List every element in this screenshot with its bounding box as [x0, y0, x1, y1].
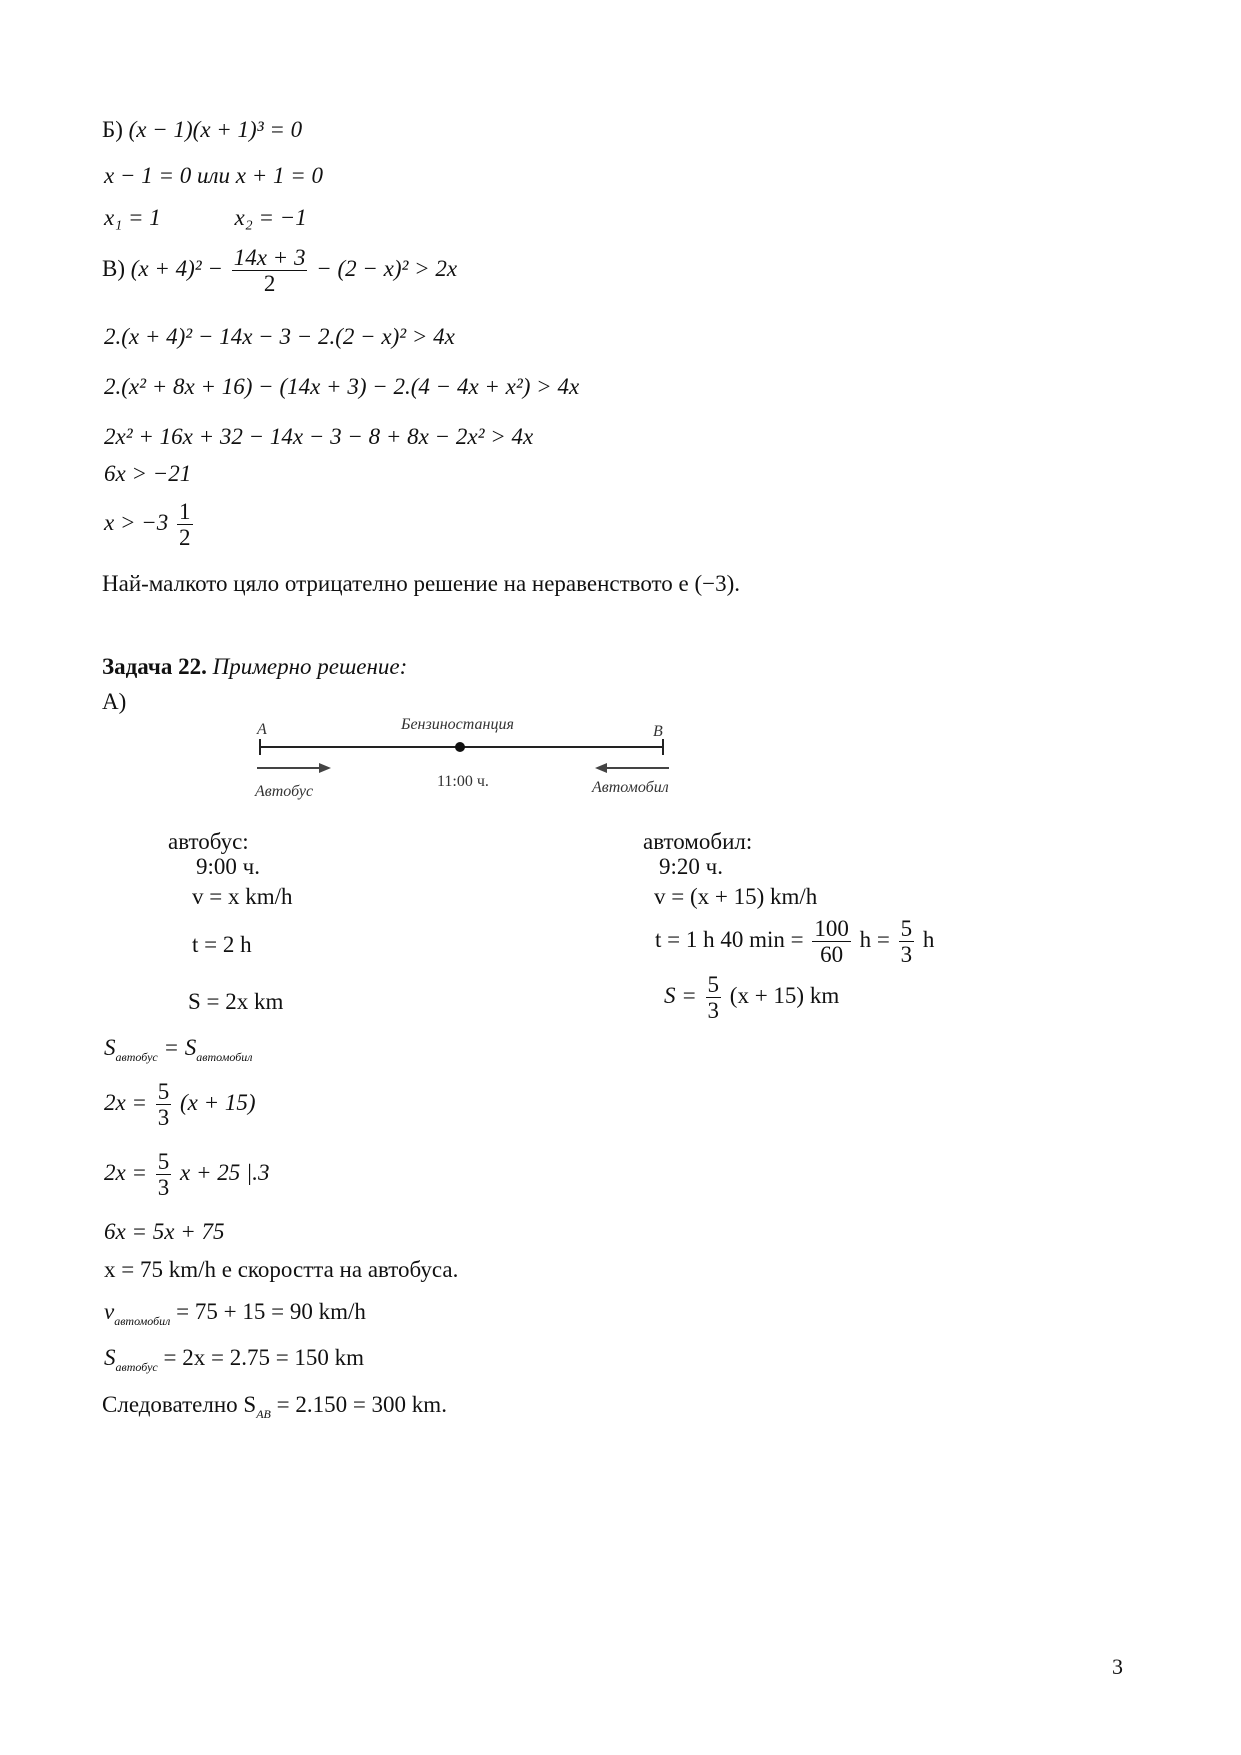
part-c-tail: − (2 − x)² > 2x	[316, 255, 458, 281]
car-duration-num-1: 100	[814, 916, 849, 941]
part-c-l6-lead: x > −3	[104, 509, 169, 535]
car-time: 9:20 ч.	[659, 854, 723, 879]
car-duration-den-2: 3	[900, 942, 913, 967]
car-distance-den: 3	[707, 998, 720, 1023]
diagram-station-label: Бензиностанция	[401, 716, 514, 733]
solution-eq-1	[104, 1035, 253, 1064]
eq7-sub: автобус	[115, 1360, 158, 1374]
bus-header: автобус:	[168, 829, 249, 854]
eq2-num: 5	[157, 1079, 170, 1104]
bus-distance: S = 2x km	[188, 989, 284, 1014]
eq3-lead: 2x =	[104, 1159, 147, 1185]
part-c-frac-num: 14x + 3	[233, 245, 306, 270]
solution-eq-2	[104, 1080, 256, 1129]
part-c-line-4: 2x² + 16x + 32 − 14x − 3 − 8 + 8x − 2x² > 4x	[104, 424, 534, 449]
solution-eq-4: 6x = 5x + 75	[104, 1219, 225, 1244]
eq3-tail: x + 25 |.3	[179, 1159, 270, 1185]
car-duration-num-2: 5	[900, 916, 913, 941]
eq1-sub1: автобус	[115, 1050, 158, 1064]
diagram-label-a: A	[257, 721, 267, 738]
part-b-line-3	[104, 206, 307, 229]
car-duration-frac-1	[812, 917, 851, 966]
bus-duration: t = 2 h	[192, 932, 252, 957]
diagram-bus-label: Автобус	[255, 783, 314, 800]
car-duration-frac-2	[899, 917, 915, 966]
task22-subtitle: Примерно решение:	[212, 654, 408, 679]
part-b-line-2: x − 1 = 0 или x + 1 = 0	[104, 163, 324, 188]
part-b-root-1: x₁ = 1	[104, 205, 161, 230]
car-distance-tail: (x + 15) km	[729, 982, 840, 1008]
solution-eq-5: x = 75 km/h е скоростта на автобуса.	[104, 1257, 459, 1282]
eq1-sub2: автомобил	[196, 1050, 253, 1064]
part-c-line-6	[104, 500, 196, 549]
eq6-v: v	[104, 1299, 115, 1324]
part-c-line-2: 2.(x + 4)² − 14x − 3 − 2.(2 − x)² > 4x	[104, 324, 455, 349]
task22-part-a-label: А)	[102, 689, 127, 714]
final-tail: = 2.150 = 300 km.	[270, 1392, 447, 1417]
part-b-label: Б)	[102, 117, 123, 142]
eq2-lead: 2x =	[104, 1089, 147, 1115]
car-duration-tail: h	[922, 926, 935, 952]
final-lead: Следователно S	[102, 1392, 257, 1417]
eq1-mid: = S	[157, 1035, 197, 1060]
part-c-fraction	[232, 246, 308, 295]
part-c-conclusion: Най-малкото цяло отрицателно решение на неравенството е (−3).	[102, 571, 741, 596]
bus-arrow-head	[319, 763, 331, 773]
station-dot	[455, 742, 465, 752]
part-c-l6-num: 1	[179, 499, 191, 524]
car-duration-den-1: 60	[820, 942, 844, 967]
car-velocity: v = (x + 15) km/h	[654, 884, 818, 909]
eq6-tail: = 75 + 15 = 90 km/h	[170, 1299, 366, 1324]
part-c-line-3: 2.(x² + 8x + 16) − (14x + 3) − 2.(4 − 4x + x²) > 4x	[104, 374, 580, 399]
car-arrow-head	[595, 763, 607, 773]
eq7-tail: = 2x = 2.75 = 150 km	[157, 1345, 365, 1370]
part-c-line-5: 6x > −21	[104, 461, 192, 486]
part-b-root-2: x₂ = −1	[234, 205, 307, 230]
car-distance-num: 5	[707, 972, 720, 997]
solution-final	[102, 1392, 447, 1421]
final-sub: AB	[256, 1407, 271, 1421]
eq2-frac	[156, 1080, 172, 1129]
task22-title: Задача 22.	[102, 654, 207, 679]
part-c-l6-den: 2	[179, 525, 191, 550]
solution-eq-3	[104, 1150, 270, 1199]
solution-eq-6	[104, 1299, 366, 1328]
part-c-lead: (x + 4)² −	[130, 255, 223, 281]
car-duration-mid: h =	[859, 926, 890, 952]
eq3-den: 3	[157, 1175, 170, 1200]
part-c-l6-fraction	[177, 500, 193, 549]
eq1-s1: S	[104, 1035, 116, 1060]
solution-eq-7	[104, 1345, 365, 1374]
car-distance-lead: S =	[664, 982, 697, 1008]
car-header: автомобил:	[643, 829, 753, 854]
part-c-frac-den: 2	[263, 271, 276, 296]
page-number: 3	[1112, 1654, 1123, 1679]
part-c-line-1	[102, 246, 457, 295]
car-distance	[664, 973, 839, 1022]
bus-time: 9:00 ч.	[196, 854, 260, 879]
car-duration-lead: t = 1 h 40 min =	[655, 926, 804, 952]
eq2-tail: (x + 15)	[179, 1089, 256, 1115]
route-diagram	[245, 708, 695, 803]
part-c-label: В)	[102, 255, 125, 281]
part-b-equation: (x − 1)(x + 1)³ = 0	[128, 117, 303, 142]
diagram-time: 11:00 ч.	[437, 773, 489, 790]
eq3-num: 5	[157, 1149, 170, 1174]
eq2-den: 3	[157, 1105, 170, 1130]
eq6-sub: автомобил	[114, 1314, 171, 1328]
diagram-car-label: Автомобил	[592, 779, 669, 796]
car-duration	[655, 917, 934, 966]
part-b-line-1	[102, 118, 302, 141]
task22-heading	[102, 655, 407, 678]
bus-velocity: v = x km/h	[192, 884, 293, 909]
eq7-s: S	[104, 1345, 116, 1370]
eq3-frac	[156, 1150, 172, 1199]
car-distance-frac	[706, 973, 722, 1022]
diagram-label-b: B	[653, 723, 663, 740]
